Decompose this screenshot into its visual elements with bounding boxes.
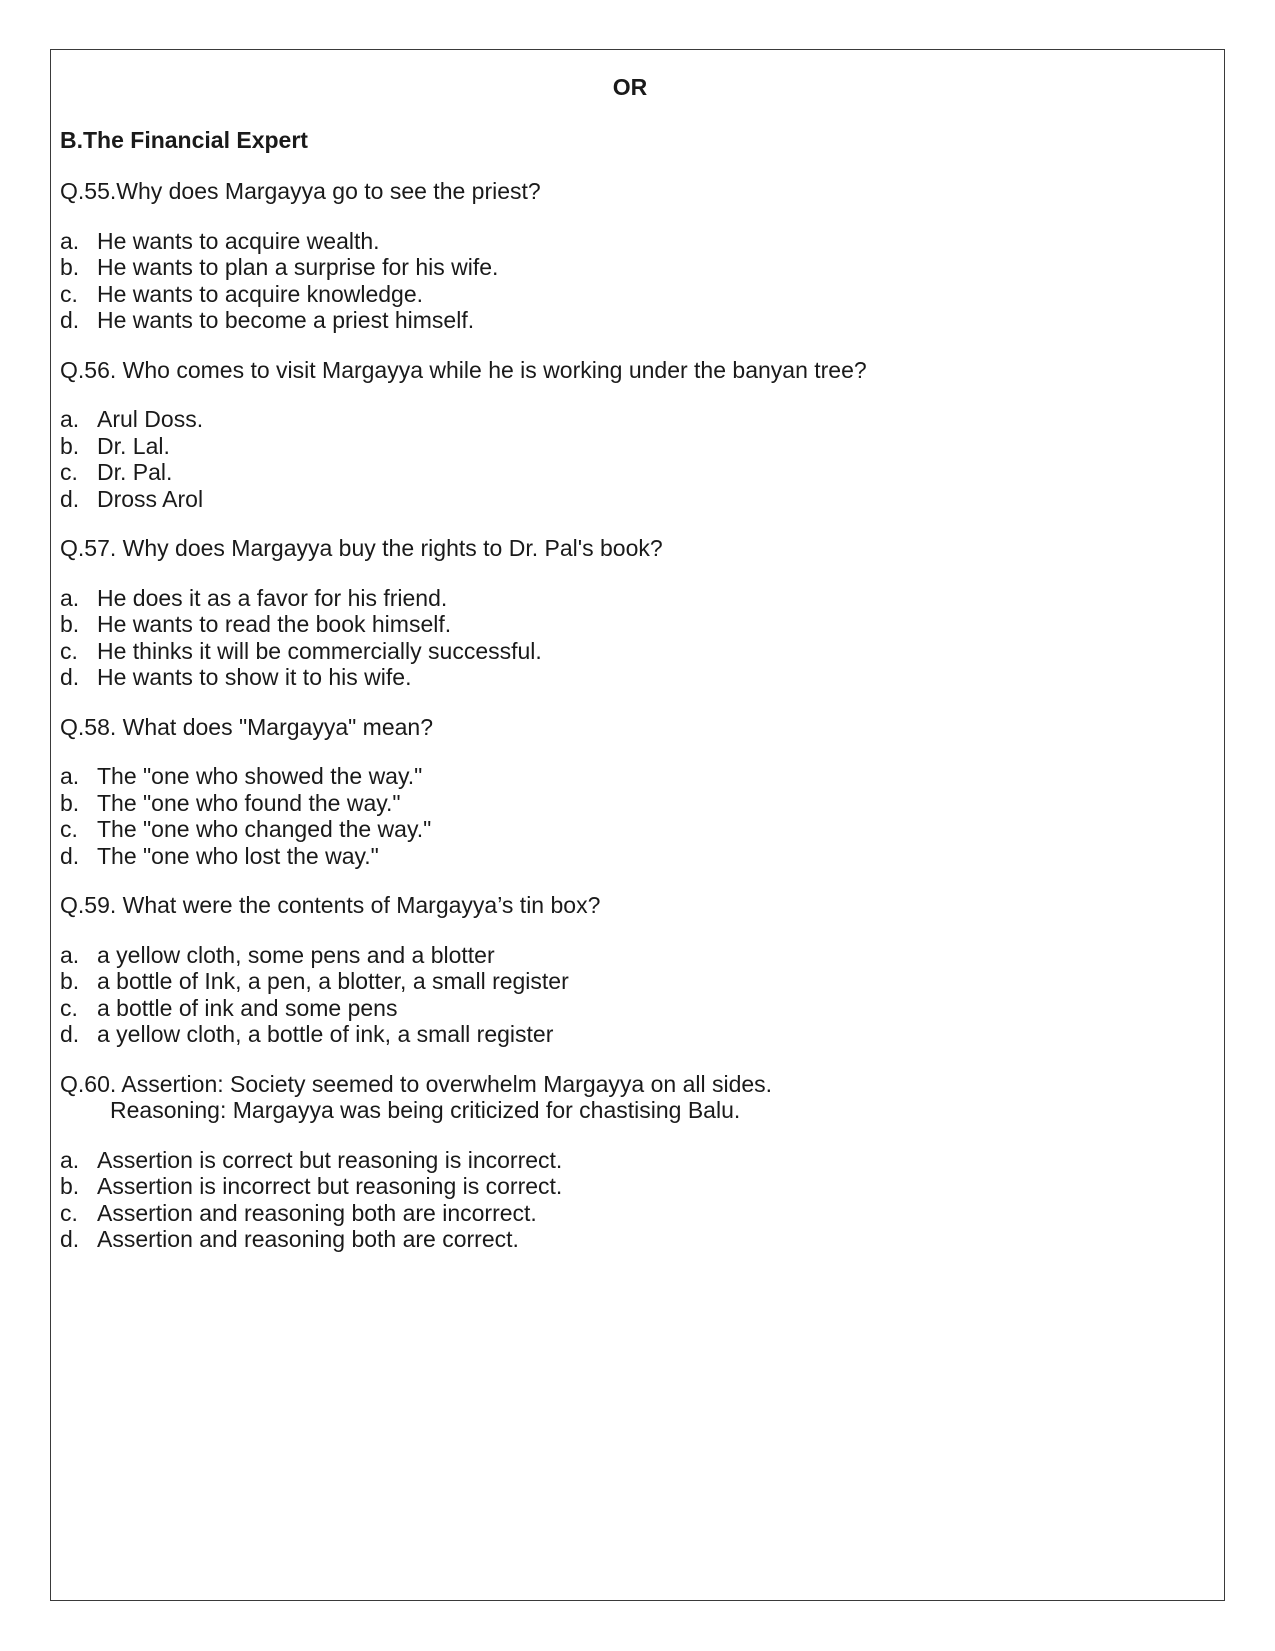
option-text: He wants to acquire knowledge. (97, 280, 424, 307)
option-text: The "one who changed the way." (97, 816, 432, 842)
option-c (60, 638, 1210, 665)
assertion-text: Q.60. Assertion: Society seemed to overwhelm Margayya on all sides. (60, 1070, 773, 1097)
option-text: Assertion is incorrect but reasoning is correct. (97, 1173, 563, 1199)
option-letter: a. (60, 941, 80, 968)
option-letter: a. (60, 227, 80, 254)
option-text: Assertion is correct but reasoning is incorrect. (97, 1146, 563, 1173)
option-text: a yellow cloth, some pens and a blotter (97, 941, 495, 968)
option-b (60, 254, 1210, 281)
option-text: Assertion and reasoning both are correct. (97, 1226, 519, 1252)
option-text: a bottle of ink and some pens (97, 994, 398, 1021)
option-text: He wants to show it to his wife. (97, 664, 412, 690)
option-b (60, 968, 1210, 995)
question-text: Q.59. What were the contents of Margayya’s tin box? (60, 892, 601, 918)
option-d (60, 1021, 1210, 1048)
option-text: He thinks it will be commercially successful. (97, 637, 542, 664)
option-d (60, 664, 1210, 691)
option-list (60, 406, 1210, 512)
option-a (60, 406, 1210, 433)
option-text: He wants to acquire wealth. (97, 227, 380, 254)
option-text: He wants to plan a surprise for his wife. (97, 254, 499, 280)
question-text: Q.58. What does "Margayya" mean? (60, 713, 434, 740)
question-text: Q.55.Why does Margayya go to see the priest? (60, 178, 541, 204)
option-letter: b. (60, 968, 80, 994)
option-c (60, 459, 1210, 486)
option-d (60, 843, 1210, 870)
question-text (60, 1071, 1210, 1124)
option-letter: c. (60, 1199, 78, 1226)
question-59 (60, 892, 1210, 1048)
option-text: a yellow cloth, a bottle of ink, a small register (97, 1021, 554, 1047)
option-letter: d. (60, 1226, 80, 1252)
option-d (60, 486, 1210, 513)
option-text: He wants to become a priest himself. (97, 307, 475, 333)
option-text: Arul Doss. (97, 406, 204, 432)
option-c (60, 995, 1210, 1022)
option-letter: b. (60, 432, 80, 459)
option-letter: a. (60, 584, 80, 611)
option-list (60, 942, 1210, 1048)
option-b (60, 1173, 1210, 1200)
option-c (60, 281, 1210, 308)
option-c (60, 816, 1210, 843)
option-list (60, 585, 1210, 691)
question-60 (60, 1071, 1210, 1253)
option-list (60, 228, 1210, 334)
option-letter: d. (60, 842, 80, 869)
option-b (60, 790, 1210, 817)
option-letter: b. (60, 611, 80, 637)
option-text: a bottle of Ink, a pen, a blotter, a small register (97, 968, 569, 994)
question-55 (60, 178, 1210, 334)
option-letter: c. (60, 994, 78, 1021)
option-letter: c. (60, 637, 78, 664)
option-a (60, 228, 1210, 255)
option-text: Assertion and reasoning both are incorrect. (97, 1199, 537, 1226)
question-58 (60, 714, 1210, 870)
option-a (60, 1147, 1210, 1174)
option-text: The "one who showed the way." (97, 763, 423, 789)
option-letter: c. (60, 459, 78, 485)
option-list (60, 1147, 1210, 1253)
or-heading: OR (612, 74, 648, 100)
option-d (60, 307, 1210, 334)
option-list (60, 763, 1210, 869)
option-text: The "one who lost the way." (97, 842, 379, 869)
option-letter: b. (60, 254, 80, 280)
option-text: Dr. Pal. (97, 459, 173, 485)
option-text: Dr. Lal. (97, 432, 170, 459)
option-letter: b. (60, 789, 80, 816)
option-d (60, 1226, 1210, 1253)
reasoning-text: Reasoning: Margayya was being criticized for chastising Balu. (110, 1097, 741, 1123)
option-text: The "one who found the way." (97, 789, 401, 816)
option-letter: d. (60, 485, 80, 512)
question-text: Q.57. Why does Margayya buy the rights to Dr. Pal's book? (60, 535, 663, 561)
option-b (60, 611, 1210, 638)
option-letter: c. (60, 816, 78, 842)
option-text: He does it as a favor for his friend. (97, 584, 448, 611)
option-letter: a. (60, 1146, 80, 1173)
option-a (60, 763, 1210, 790)
option-b (60, 433, 1210, 460)
option-letter: c. (60, 280, 78, 307)
option-text: He wants to read the book himself. (97, 611, 452, 637)
option-letter: d. (60, 1021, 80, 1047)
option-text: Dross Arol (97, 485, 204, 512)
option-letter: d. (60, 307, 80, 333)
question-sheet (60, 72, 1210, 1276)
section-title: B.The Financial Expert (60, 127, 308, 153)
question-text: Q.56. Who comes to visit Margayya while he is working under the banyan tree? (60, 356, 867, 383)
option-letter: d. (60, 664, 80, 690)
option-c (60, 1200, 1210, 1227)
question-57 (60, 535, 1210, 691)
question-56 (60, 357, 1210, 513)
option-a (60, 585, 1210, 612)
option-letter: b. (60, 1173, 80, 1199)
option-letter: a. (60, 406, 80, 432)
option-a (60, 942, 1210, 969)
option-letter: a. (60, 763, 80, 789)
